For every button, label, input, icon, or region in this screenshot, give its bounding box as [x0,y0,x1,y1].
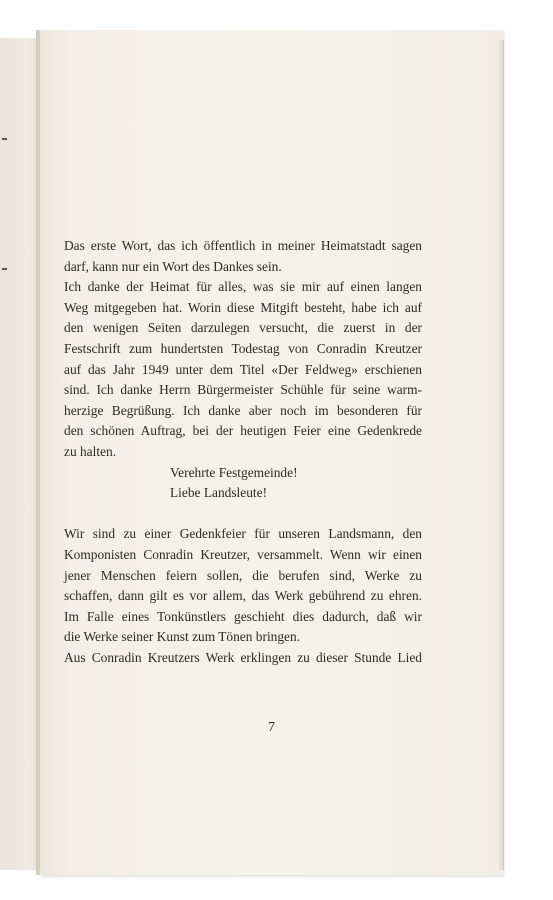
text-line: den wenigen Seiten darzulegen versucht, die zuerst in der [64,320,422,336]
paragraph [64,648,422,669]
text-line: Im Falle eines Tonkünstlers geschieht dies dadurch, daß wir [64,608,422,624]
text-line: auf das Jahr 1949 unter dem Titel «Der Feldweg» erschienen [64,361,422,377]
salutation-line: Verehrte Festgemeinde! [170,464,298,480]
text-line: sind. Ich danke Herrn Bürgermeister Schühle für seine warm- [64,382,422,398]
paragraph [64,236,422,277]
left-page-mark [2,268,7,270]
text-line: Weg mitgegeben hat. Worin diese Mitgift besteht, habe ich auf [64,299,422,315]
page-text [64,236,422,668]
text-line: Wir sind zu einer Gedenkfeier für unseren Landsmann, den [64,526,422,542]
paragraph [64,524,422,648]
text-line: herzige Begrüßung. Ich danke aber noch im besonderen für [64,402,422,418]
text-line: schaffen, dann gilt es vor allem, das Werk gebührend zu ehren. [64,588,422,604]
text-line: Das erste Wort, das ich öffentlich in meiner Heimatstadt sagen [64,238,422,253]
text-line: Komponisten Conradin Kreutzer, versammelt. Wenn wir einen [64,546,422,562]
salutation [64,463,422,504]
text-line: den schönen Auftrag, bei der heutigen Feier eine Gedenkrede [64,423,422,439]
paragraph-spacer [64,504,422,525]
left-page-edge [0,38,40,870]
text-line: jener Menschen feiern sollen, die berufen sind, Werke zu [64,567,422,583]
text-line: zu halten. [64,443,117,459]
text-line: die Werke seiner Kunst zum Tönen bringen. [64,629,301,645]
text-line: Aus Conradin Kreutzers Werk erklingen zu dieser Stunde Lied [64,649,422,665]
text-line: Ich danke der Heimat für alles, was sie mir auf einen langen [64,279,422,295]
paragraph [64,277,422,462]
salutation-line: Liebe Landsleute! [170,485,268,501]
text-line: darf, kann nur ein Wort des Dankes sein. [64,258,282,274]
left-page-mark [2,138,7,140]
text-line: Festschrift zum hundertsten Todestag von Conradin Kreutzer [64,340,422,356]
page-stack-edge [499,40,504,870]
page-number: 7 [268,720,275,735]
